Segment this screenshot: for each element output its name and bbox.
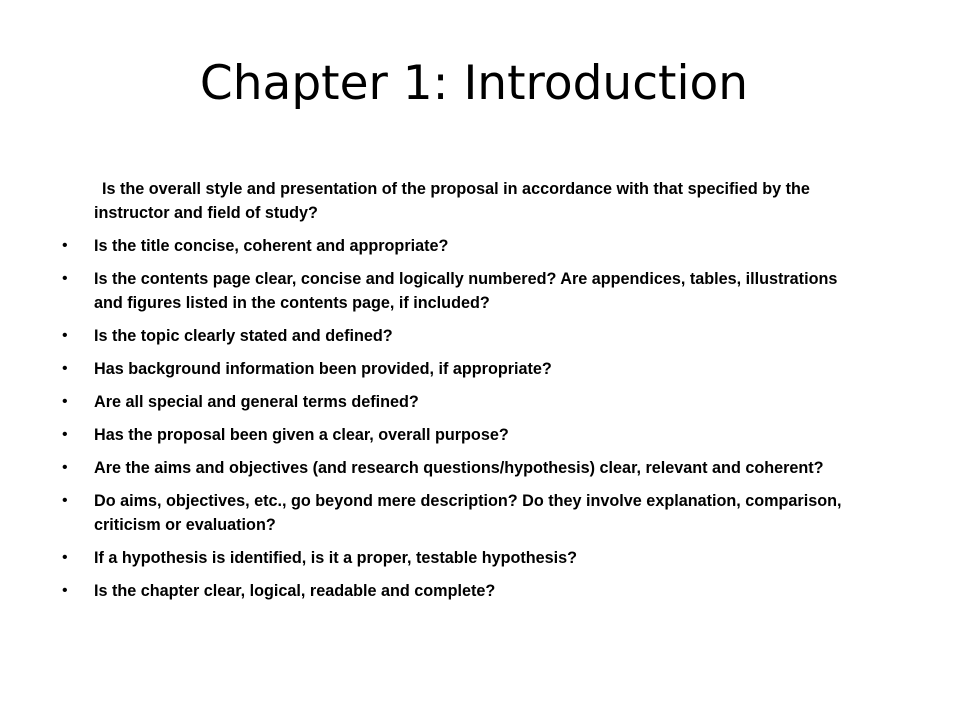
bullet-icon: • (62, 549, 68, 566)
list-item-text: If a hypothesis is identified, is it a proper, testable hypothesis? (94, 549, 578, 567)
list-item (64, 489, 870, 537)
list-item-text: Are the aims and objectives (and research questions/hypothesis) clear, relevant and coherent? (94, 459, 824, 477)
list-item-text: Is the contents page clear, concise and logically numbered? Are appendices, tables, illustrations and figures listed in the contents page, if included? (94, 270, 838, 312)
bullet-icon: • (62, 327, 68, 344)
list-item (64, 456, 870, 480)
list-item (64, 423, 870, 447)
bullet-icon: • (62, 459, 68, 476)
bullet-icon: • (62, 492, 68, 509)
list-item-text: Has the proposal been given a clear, overall purpose? (94, 426, 509, 444)
list-item-text: Do aims, objectives, etc., go beyond mere description? Do they involve explanation, comparison, criticism or evaluation? (94, 492, 842, 534)
slide-title: Chapter 1: Introduction (199, 56, 749, 111)
bullet-icon: • (62, 582, 68, 599)
list-item (64, 546, 870, 570)
list-item-text: Are all special and general terms defined? (94, 393, 419, 411)
bullet-icon: • (62, 270, 68, 287)
bullet-icon: • (62, 360, 68, 377)
list-item (64, 267, 870, 315)
list-item (64, 579, 870, 603)
list-item (64, 234, 870, 258)
bullet-icon: • (62, 393, 68, 410)
list-item (64, 357, 870, 381)
intro-paragraph (64, 177, 870, 225)
list-item-text: Has background information been provided, if appropriate? (94, 360, 552, 378)
list-item-text: Is the title concise, coherent and appropriate? (94, 237, 449, 255)
bullet-icon: • (62, 426, 68, 443)
list-item (64, 324, 870, 348)
list-item (64, 390, 870, 414)
intro-text: Is the overall style and presentation of the proposal in accordance with that specified by the instructor and field of study? (94, 180, 810, 222)
bullet-icon: • (62, 237, 68, 254)
slide-body (64, 177, 870, 612)
list-item-text: Is the topic clearly stated and defined? (94, 327, 393, 345)
list-item-text: Is the chapter clear, logical, readable and complete? (94, 582, 496, 600)
